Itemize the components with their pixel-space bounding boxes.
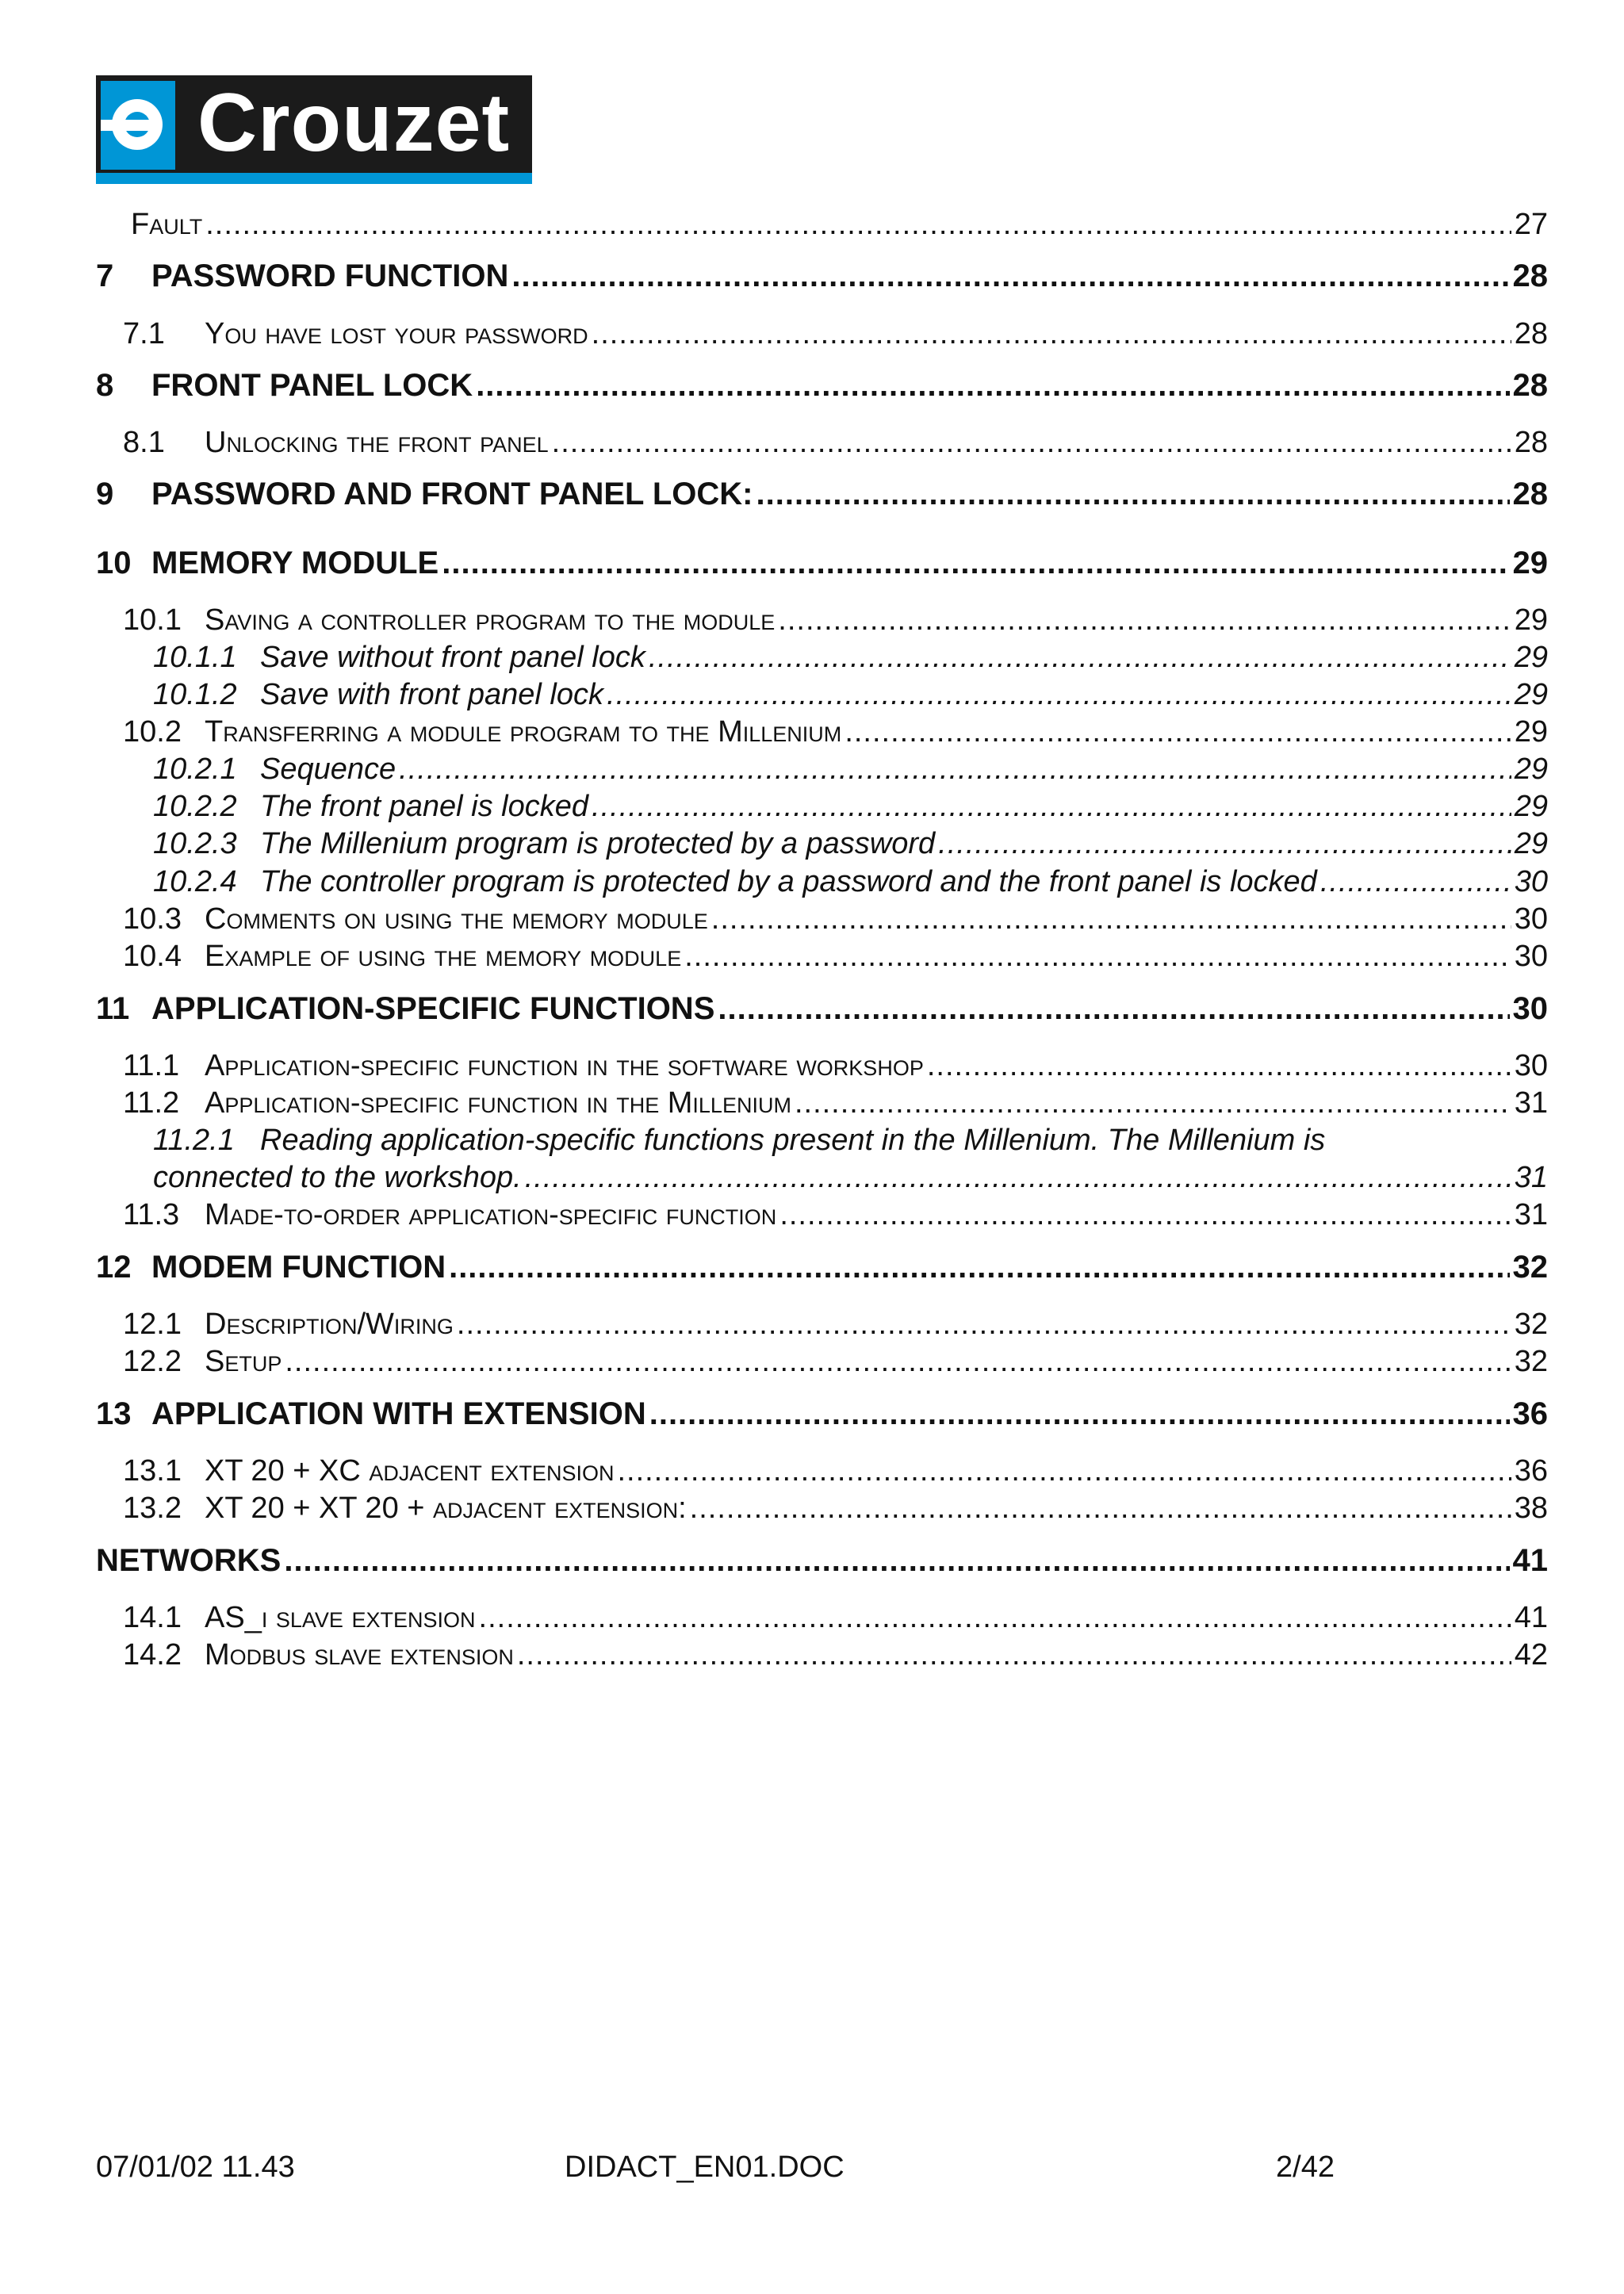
dot-leader [457, 1308, 1511, 1342]
toc-entry-10-2[interactable]: 10.2 Transferring a module program to the Millenium ..... 29 [123, 715, 1548, 749]
dot-leader [552, 426, 1511, 460]
crouzet-emblem-icon [101, 81, 175, 170]
toc-entry-11-2-1-line1[interactable]: 11.2.1 Reading application-specific functions present in the Millenium. The Millenium is [153, 1124, 1326, 1157]
dot-leader [649, 641, 1511, 675]
toc-entry-fault[interactable]: Fault ..... 27 [131, 208, 1548, 242]
toc-entry-12[interactable]: 12 MODEM FUNCTION ..... 32 [96, 1250, 1548, 1285]
dot-leader [476, 368, 1509, 404]
toc-entry-11-3[interactable]: 11.3 Made-to-order application-specific function ..... 31 [123, 1198, 1548, 1232]
toc-entry-7-1[interactable]: 7.1 You have lost your password ..... 28 [123, 317, 1548, 351]
toc-entry-9[interactable]: 9 PASSWORD AND FRONT PANEL LOCK: ..... 28 [96, 477, 1548, 512]
footer-datetime: 07/01/02 11.43 [96, 2150, 295, 2184]
toc-entry-networks[interactable]: NETWORKS ..... 41 [96, 1543, 1548, 1579]
dot-leader [442, 546, 1509, 581]
dot-leader [479, 1601, 1511, 1635]
toc-entry-10-1[interactable]: 10.1 Saving a controller program to the module ..... 29 [123, 603, 1548, 638]
dot-leader [649, 1396, 1510, 1432]
toc-entry-8[interactable]: 8 FRONT PANEL LOCK ..... 28 [96, 368, 1548, 404]
dot-leader [205, 208, 1511, 242]
dot-leader [1320, 865, 1511, 899]
dot-leader [684, 940, 1511, 974]
toc-entry-10-2-2[interactable]: 10.2.2 The front panel is locked ..... 29 [153, 790, 1548, 824]
toc-entry-12-1[interactable]: 12.1 Description/Wiring ..... 32 [123, 1308, 1548, 1342]
toc-entry-10-4[interactable]: 10.4 Example of using the memory module ..... 30 [123, 940, 1548, 974]
toc-entry-11-1[interactable]: 11.1 Application-specific function in the software workshop ..... 30 [123, 1049, 1548, 1083]
dot-leader [690, 1492, 1511, 1526]
dot-leader [592, 317, 1511, 351]
dot-leader [449, 1250, 1509, 1285]
dot-leader [607, 678, 1511, 712]
toc-entry-10-3[interactable]: 10.3 Comments on using the memory module ..... 30 [123, 902, 1548, 936]
dot-leader [399, 753, 1511, 787]
toc-entry-10-2-3[interactable]: 10.2.3 The Millenium program is protected by a password ..... 29 [153, 827, 1548, 861]
dot-leader [795, 1086, 1511, 1120]
toc-entry-10-1-1[interactable]: 10.1.1 Save without front panel lock ..... 29 [153, 641, 1548, 675]
toc-entry-13[interactable]: 13 APPLICATION WITH EXTENSION ..... 36 [96, 1396, 1548, 1432]
dot-leader [517, 1638, 1511, 1672]
toc-entry-8-1[interactable]: 8.1 Unlocking the front panel ..... 28 [123, 426, 1548, 460]
footer-page-number: 2/42 [1276, 2150, 1335, 2184]
dot-leader [525, 1161, 1511, 1195]
dot-leader [779, 1198, 1511, 1232]
dot-leader [845, 715, 1511, 749]
dot-leader [285, 1345, 1511, 1379]
toc-entry-13-1[interactable]: 13.1 XT 20 + XC adjacent extension ..... 36 [123, 1454, 1548, 1488]
dot-leader [778, 603, 1511, 638]
dot-leader [511, 259, 1509, 294]
dot-leader [617, 1454, 1511, 1488]
crouzet-logo [96, 75, 532, 184]
toc-entry-14-1[interactable]: 14.1 AS_i slave extension ..... 41 [123, 1601, 1548, 1635]
toc-entry-13-2[interactable]: 13.2 XT 20 + XT 20 + adjacent extension: ..... 38 [123, 1492, 1548, 1526]
dot-leader [938, 827, 1511, 861]
toc-entry-11-2-1-line2[interactable]: connected to the workshop. ..... 31 [153, 1161, 1548, 1195]
toc-entry-11[interactable]: 11 APPLICATION-SPECIFIC FUNCTIONS ..... 30 [96, 991, 1548, 1027]
dot-leader [927, 1049, 1511, 1083]
toc-entry-10-2-1[interactable]: 10.2.1 Sequence ..... 29 [153, 753, 1548, 787]
footer-filename: DIDACT_EN01.DOC [565, 2150, 845, 2184]
dot-leader [711, 902, 1511, 936]
toc-entry-7[interactable]: 7 PASSWORD FUNCTION ..... 28 [96, 259, 1548, 294]
toc-entry-10-1-2[interactable]: 10.1.2 Save with front panel lock ..... 29 [153, 678, 1548, 712]
logo-wordmark: Crouzet [197, 77, 511, 169]
dot-leader [592, 790, 1511, 824]
dot-leader [718, 991, 1509, 1027]
toc-entry-10[interactable]: 10 MEMORY MODULE ..... 29 [96, 546, 1548, 581]
dot-leader [284, 1543, 1509, 1579]
dot-leader [756, 477, 1510, 512]
toc-entry-14-2[interactable]: 14.2 Modbus slave extension ..... 42 [123, 1638, 1548, 1672]
toc-entry-11-2[interactable]: 11.2 Application-specific function in the Millenium ..... 31 [123, 1086, 1548, 1120]
toc-entry-12-2[interactable]: 12.2 Setup ..... 32 [123, 1345, 1548, 1379]
toc-entry-10-2-4[interactable]: 10.2.4 The controller program is protected by a password and the front panel is locked ..... 30 [153, 865, 1548, 899]
